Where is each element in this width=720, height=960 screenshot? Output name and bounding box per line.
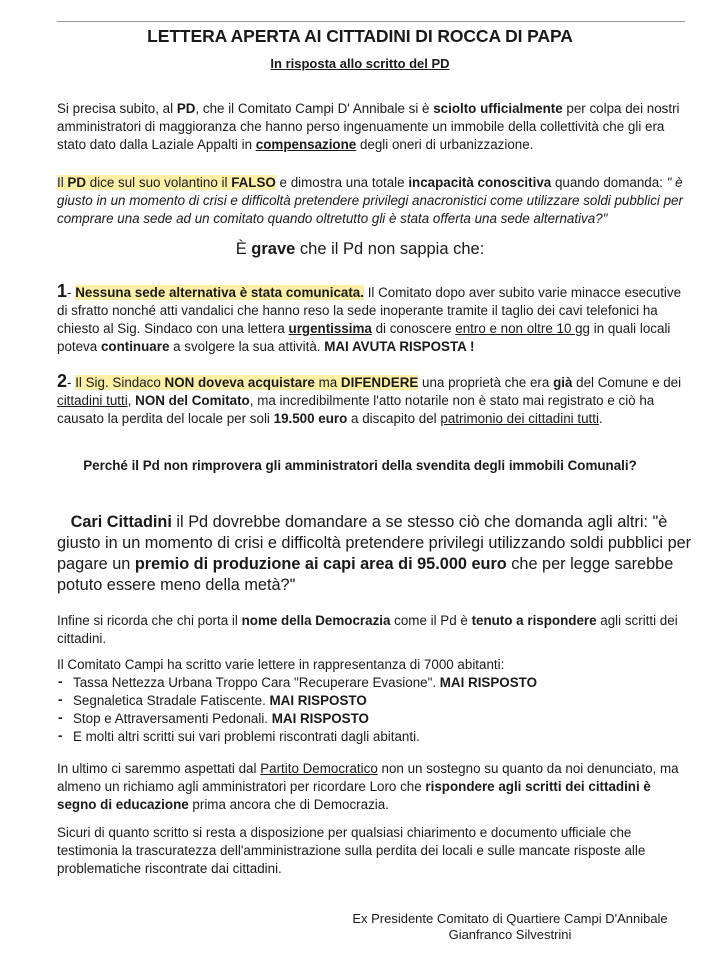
text: ma <box>314 375 341 390</box>
bold-text: MAI RISPOSTO <box>269 693 367 708</box>
bold-text: rispondere agli scritti dei cittadini è segno di educazione <box>57 779 651 812</box>
text: , <box>127 393 136 408</box>
text: Stop e Attraversamenti Pedonali. <box>73 711 272 726</box>
point-number: 2 <box>57 371 68 391</box>
text: a svolgere la sua attività. <box>169 339 325 354</box>
signature-block <box>300 911 720 943</box>
paragraph-sicuri: Sicuri di quanto scritto si resta a disposizione per qualsiasi chiarimento e documento ufficiale che testimonia la trascuratezza dell'amministrazione sulla perdita dei locali e sulle mancate risposte alle problematiche riscontrate dai cittadini. <box>57 825 646 876</box>
text: Infine si ricorda che chi porta il <box>57 613 242 628</box>
paragraph-ultimo <box>57 760 687 814</box>
list-item <box>57 710 697 728</box>
paragraph-cari-cittadini <box>57 512 697 596</box>
text: In ultimo ci saremmo aspettati dal <box>57 761 261 776</box>
point-1 <box>57 282 687 356</box>
bold-underlined-text: urgentissima <box>288 321 372 336</box>
text: Tassa Nettezza Urbana Troppo Cara "Recuperare Evasione". <box>73 675 440 690</box>
text: una proprietà che era <box>418 375 554 390</box>
bold-text: Cari Cittadini <box>70 513 172 531</box>
bold-text: continuare <box>100 339 170 354</box>
paragraph-infine <box>57 612 687 648</box>
text: a discapito del <box>347 411 441 426</box>
text: in quali locali poteva <box>57 321 671 354</box>
bold-text: 19.500 euro <box>273 411 348 426</box>
text: e dimostra una totale <box>275 175 409 190</box>
italic-quote: " è giusto in un momento di crisi e difficoltà pretendere privilegi anacronistici come utilizzare soldi pubblici per comprare una sede ad un comitato quando oltretutto gli è stata offerta una sede alternativa?" <box>57 175 683 226</box>
bold-text: NON doveva acquistare <box>164 375 315 390</box>
text: , ma incredibilmente l'atto notarile non è stato mai registrato e ciò ha causato la perdita del locale per soli <box>57 393 655 426</box>
question-heading: Perché il Pd non rimprovera gli amministratori della svendita degli immobili Comunali? <box>83 458 637 473</box>
text: - <box>67 375 76 390</box>
paragraph-pd-falso <box>57 174 687 228</box>
text: degli oneri di urbanizzazione. <box>356 137 534 152</box>
text: del Comune e dei <box>572 375 682 390</box>
text: Il Comitato dopo aver subito varie minacce esecutive di sfratto nonché atti vandalici che hanno reso la sede inoperante tramite il taglio dei cavi telefonici ha chiesto al Sig. Sindaco con una lettera <box>57 285 682 336</box>
highlighted-text <box>57 175 276 190</box>
text: per colpa dei nostri amministratori di maggioranza che hanno perso ingenuamente un immobile della collettività che gli era stato dato dalla Laziale Appalti in <box>57 101 680 152</box>
text: . <box>598 411 603 426</box>
bold-text: già <box>553 375 573 390</box>
signature-role: Ex Presidente Comitato di Quartiere Campi D'Annibale <box>352 911 668 926</box>
page-subtitle: In risposta allo scritto del PD <box>270 56 450 71</box>
signature-name: Gianfranco Silvestrini <box>448 927 572 942</box>
bold-underlined-text: compensazione <box>255 137 357 152</box>
underlined-text: patrimonio dei cittadini tutti <box>440 411 599 426</box>
text: Si precisa subito, al <box>57 101 177 116</box>
text: che il Pd non sappia che: <box>295 240 485 258</box>
bold-text: sciolto ufficialmente <box>433 101 563 116</box>
text: come il Pd è <box>390 613 472 628</box>
bold-text: DIFENDERE <box>340 375 419 390</box>
bold-text: PD <box>67 175 87 190</box>
bold-text: MAI RISPOSTO <box>439 675 538 690</box>
text: prima ancora che di Democrazia. <box>188 797 389 812</box>
text: Il <box>57 175 68 190</box>
letters-list <box>57 674 697 746</box>
text: - <box>67 285 76 300</box>
bold-text: MAI AVUTA RISPOSTA ! <box>324 339 475 354</box>
point-2 <box>57 372 687 428</box>
text: agli scritti dei cittadini. <box>57 613 678 646</box>
point-number: 1 <box>57 281 68 301</box>
underlined-text: cittadini tutti <box>57 393 128 408</box>
letters-intro: Il Comitato Campi ha scritto varie lettere in rappresentanza di 7000 abitanti: <box>57 657 505 672</box>
list-item <box>57 692 697 710</box>
paragraph-intro <box>57 100 687 154</box>
text: E molti altri scritti sui vari problemi riscontrati dagli abitanti. <box>73 729 420 744</box>
underlined-text: entro e non oltre 10 gg <box>455 321 590 336</box>
text: È <box>235 240 252 258</box>
bold-text: nome della Democrazia <box>241 613 391 628</box>
bold-text: incapacità conoscitiva <box>408 175 552 190</box>
text: Segnaletica Stradale Fatiscente. <box>73 693 270 708</box>
highlighted-text <box>75 375 418 390</box>
text: Il Sig. Sindaco <box>75 375 165 390</box>
text: dice sul suo volantino il <box>86 175 232 190</box>
list-item <box>57 728 697 746</box>
bold-text: MAI RISPOSTO <box>271 711 369 726</box>
list-item <box>57 674 697 692</box>
page-title: LETTERA APERTA AI CITTADINI DI ROCCA DI PAPA <box>147 26 573 46</box>
bold-text: grave <box>251 240 296 258</box>
text: che per legge sarebbe potuto essere meno della metà?" <box>57 555 674 594</box>
bold-text: tenuto a rispondere <box>471 613 597 628</box>
text: non un sostegno su quanto da noi denunciato, ma almeno un richiamo agli amministratori per ricordare Loro che <box>57 761 679 794</box>
text: quando domanda: <box>551 175 667 190</box>
bold-text: FALSO <box>231 175 276 190</box>
top-rule <box>57 21 685 22</box>
text: il Pd dovrebbe domandare a se stesso ciò che domanda agli altri: "è giusto in un momento di crisi e difficoltà pretendere privilegi utilizzando soldi pubblici per pagare un <box>57 513 692 573</box>
text: , che il Comitato Campi D' Annibale si è <box>195 101 434 116</box>
heading-grave <box>0 240 720 259</box>
highlighted-bold-text: Nessuna sede alternativa è stata comunicata. <box>75 285 364 300</box>
bold-text: PD <box>176 101 196 116</box>
bold-text: NON del Comitato <box>135 393 250 408</box>
underlined-text: Partito Democratico <box>260 761 378 776</box>
text: di conoscere <box>371 321 456 336</box>
bold-text: premio di produzione ai capi area di 95.000 euro <box>134 555 507 573</box>
